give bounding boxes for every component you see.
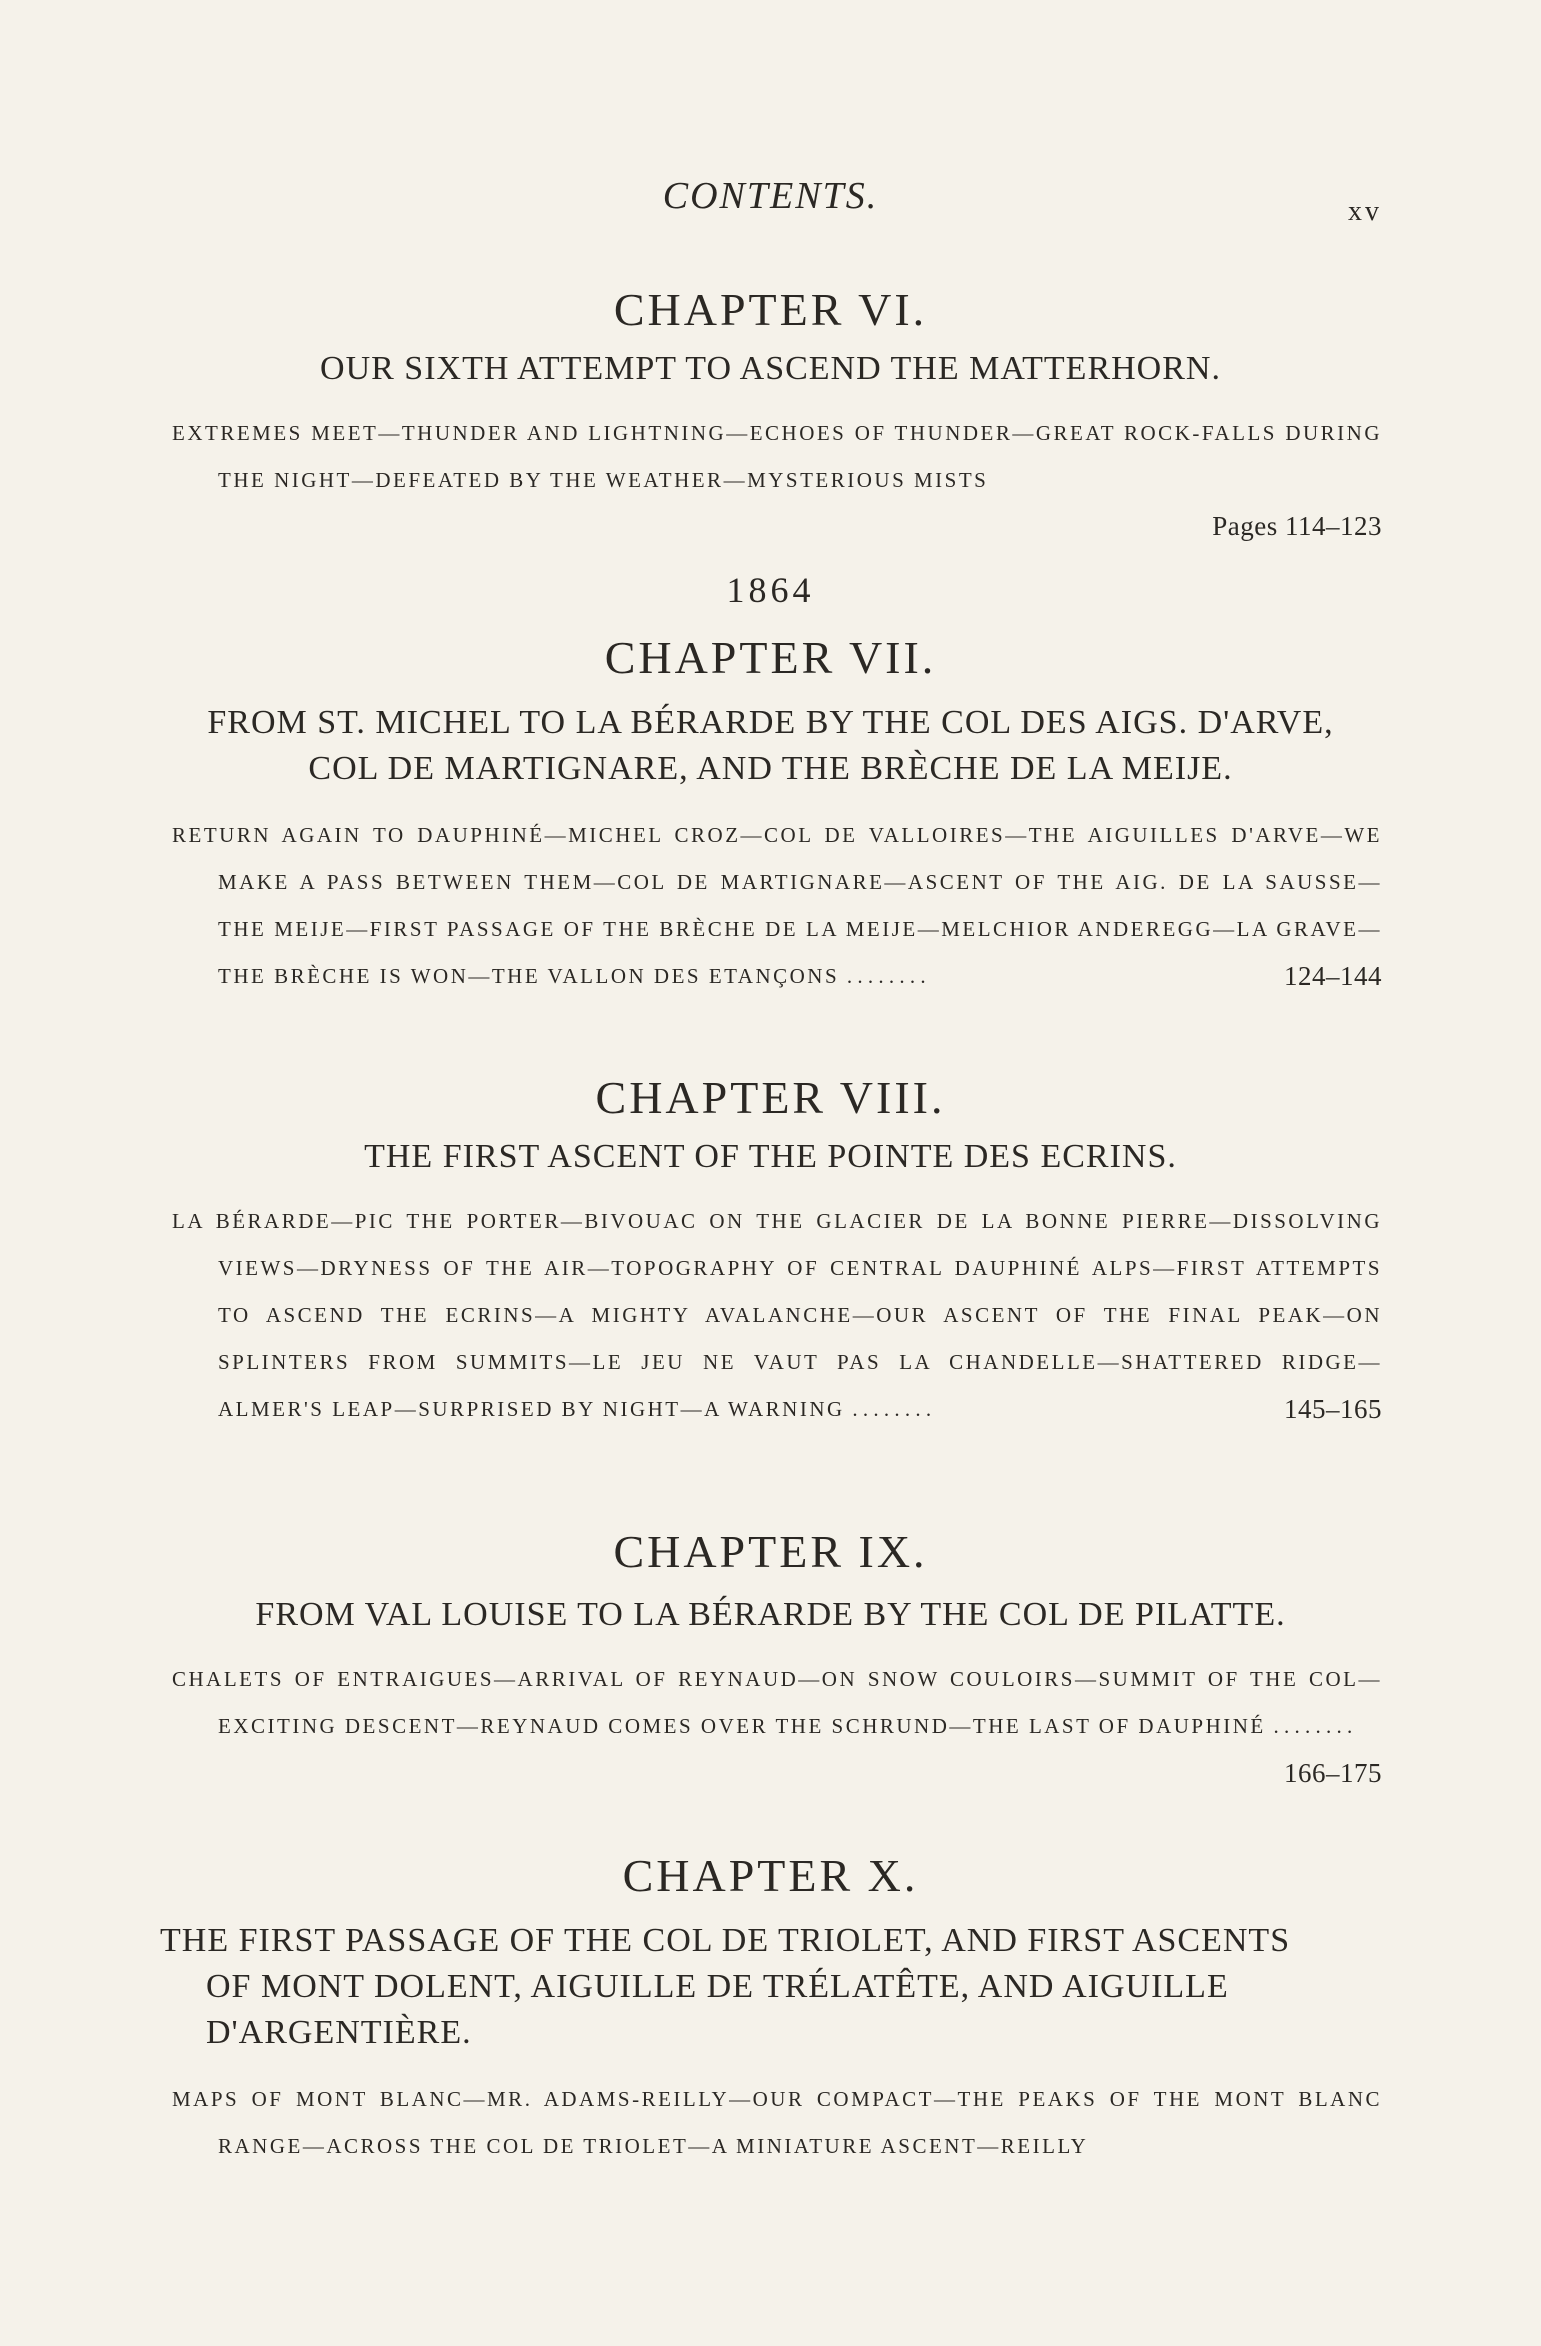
chapter-summary	[172, 1198, 1382, 1433]
summary-body: RETURN AGAIN TO DAUPHINÉ—MICHEL CROZ—COL DE VALLOIRES—THE AIGUILLES D'ARVE—WE MAKE A PASS BETWEEN THEM—COL DE MARTIGNARE—ASCENT OF THE AIG. DE LA SAUSSE—THE MEIJE—FIRST PASSAGE OF THE BRÈCHE DE LA MEIJE—MELCHIOR ANDEREGG—LA GRAVE—THE BRÈCHE IS WON—THE VALLON DES ETANÇONS	[172, 823, 1382, 988]
page-range: Pages 114–123	[1212, 511, 1382, 541]
chapter-subtitle-line: OF MONT DOLENT, AIGUILLE DE TRÉLATÊTE, AND AIGUILLE	[206, 1968, 1229, 2005]
chapter-summary	[172, 2076, 1382, 2170]
chapter-heading	[0, 1524, 1541, 1580]
summary-text: EXTREMES MEET—THUNDER AND LIGHTNING—ECHOES OF THUNDER—GREAT ROCK-FALLS DURING THE NIGHT—DEFEATED BY THE WEATHER—MYSTERIOUS MISTS	[172, 421, 1382, 492]
chapter-subtitle-block	[0, 1592, 1541, 1638]
chapter-subtitle: THE FIRST ASCENT OF THE POINTE DES ECRINS.	[364, 1138, 1177, 1175]
summary-text	[172, 1656, 1382, 1788]
chapter-subtitle-block	[0, 346, 1541, 392]
chapter-subtitle-line: COL DE MARTIGNARE, AND THE BRÈCHE DE LA MEIJE.	[308, 750, 1233, 787]
summary-body: CHALETS OF ENTRAIGUES—ARRIVAL OF REYNAUD—ON SNOW COULOIRS—SUMMIT OF THE COL—EXCITING DESCENT—REYNAUD COMES OVER THE SCHRUND—THE LAST OF DAUPHINÉ	[172, 1667, 1382, 1738]
chapter-heading	[0, 282, 1541, 338]
chapter-subtitle: OUR SIXTH ATTEMPT TO ASCEND THE MATTERHORN.	[320, 350, 1221, 387]
page-range: 124–144	[1284, 961, 1382, 991]
chapter-title: CHAPTER VIII.	[595, 1072, 946, 1123]
chapter-summary	[172, 410, 1382, 548]
chapter-heading	[0, 630, 1541, 686]
chapter-title: CHAPTER IX.	[613, 1526, 928, 1577]
running-head: CONTENTS.	[662, 175, 879, 217]
leader-dots: . . . . . . . .	[846, 964, 926, 988]
chapter-subtitle-line: FROM ST. MICHEL TO LA BÉRARDE BY THE COL DES AIGS. D'ARVE,	[207, 704, 1334, 741]
chapter-subtitle-line: D'ARGENTIÈRE.	[206, 2014, 472, 2051]
chapter-subtitle-block	[0, 700, 1541, 792]
chapter-subtitle-block	[0, 1134, 1541, 1180]
year-heading: 1864	[726, 570, 815, 610]
chapter-summary	[172, 812, 1382, 1000]
chapter-subtitle: FROM VAL LOUISE TO LA BÉRARDE BY THE COL DE PILATTE.	[255, 1596, 1286, 1633]
year-heading-block	[0, 566, 1541, 614]
page-range: 145–165	[1284, 1394, 1382, 1424]
chapter-subtitle-line: THE FIRST PASSAGE OF THE COL DE TRIOLET, AND FIRST ASCENTS	[160, 1922, 1291, 1959]
page-range: 166–175	[1284, 1758, 1382, 1788]
leader-dots: . . . . . . . .	[852, 1397, 932, 1421]
chapter-title: CHAPTER X.	[622, 1850, 919, 1901]
chapter-heading	[0, 1070, 1541, 1126]
chapter-summary	[172, 1656, 1382, 1797]
page-number: xv	[1348, 196, 1382, 227]
summary-text: MAPS OF MONT BLANC—MR. ADAMS-REILLY—OUR COMPACT—THE PEAKS OF THE MONT BLANC RANGE—ACROSS THE COL DE TRIOLET—A MINIATURE ASCENT—REILLY	[172, 2087, 1382, 2158]
leader-dots: . . . . . . . .	[1273, 1714, 1353, 1738]
chapter-title: CHAPTER VII.	[604, 632, 937, 683]
chapter-subtitle-block	[160, 1918, 1380, 2056]
summary-text	[172, 1198, 1382, 1433]
summary-body: LA BÉRARDE—PIC THE PORTER—BIVOUAC ON THE GLACIER DE LA BONNE PIERRE—DISSOLVING VIEWS—DRYNESS OF THE AIR—TOPOGRAPHY OF CENTRAL DAUPHINÉ ALPS—FIRST ATTEMPTS TO ASCEND THE ECRINS—A MIGHTY AVALANCHE—OUR ASCENT OF THE FINAL PEAK—ON SPLINTERS FROM SUMMITS—LE JEU NE VAUT PAS LA CHANDELLE—SHATTERED RIDGE—ALMER'S LEAP—SURPRISED BY NIGHT—A WARNING	[172, 1209, 1382, 1421]
chapter-title: CHAPTER VI.	[613, 284, 928, 335]
summary-text	[172, 812, 1382, 1000]
chapter-heading	[0, 1848, 1541, 1904]
